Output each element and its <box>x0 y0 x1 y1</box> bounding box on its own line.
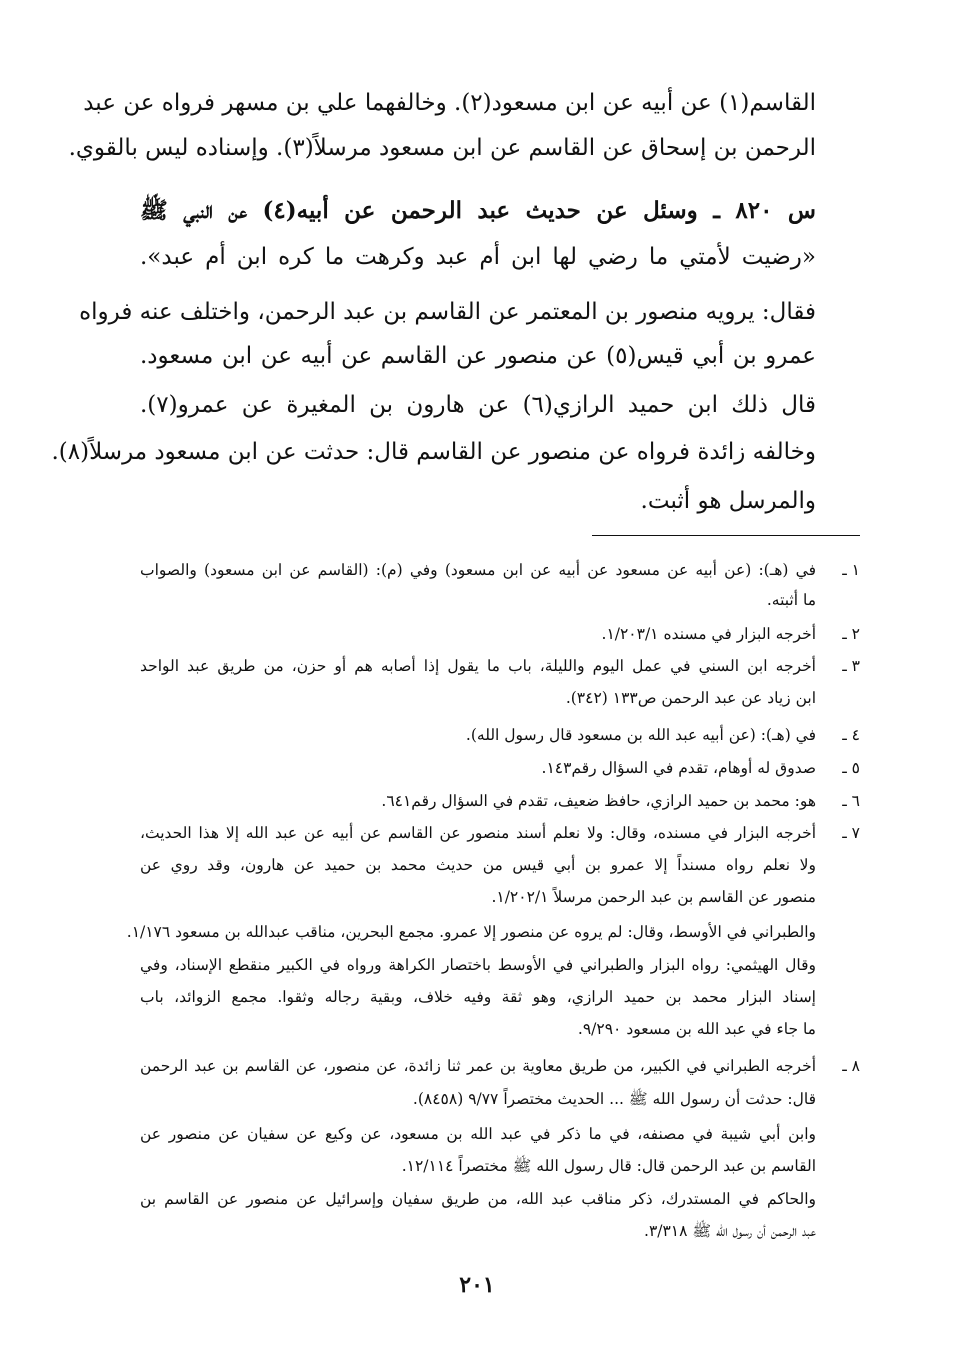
question-heading-line: س ٨٢٠ ـ وسئل عن حديث عبد الرحمن عن أبيه(٤) عن النبي ﷺ <box>140 197 816 224</box>
footnote-line: في (هـ): (عن أبيه عبد الله بن مسعود قال رسول الله). <box>465 726 816 744</box>
main-text-line: قال ذلك ابن حميد الرازي(٦) عن هارون بن المغيرة عن عمرو(٧). <box>140 392 816 418</box>
footnote-line: والحاكم في المستدرك، ذكر مناقب عبد الله، من طريق سفيان وإسرائيل عن منصور عن القاسم بن <box>140 1190 816 1208</box>
footnote-line: أخرجه البزار في مسنده ١/٢٠٣/١. <box>601 625 816 643</box>
footnote-separator <box>592 535 860 536</box>
footnote-number: ٨ ـ <box>842 1057 860 1075</box>
footnote-line: ما جاء في عبد الله بن مسعود ٩/٢٩٠. <box>577 1020 816 1038</box>
footnote-line: أخرجه ابن السني في عمل اليوم والليلة، باب ما يقول إذا أصابه هم أو حزن، من طريق عبد الواحد <box>140 657 816 675</box>
main-text-line: الرحمن بن إسحاق عن القاسم عن ابن مسعود مرسلاً(٣). وإسناده ليس بالقوي. <box>68 135 816 161</box>
footnote-line: قال: حدثت أن رسول الله ﷺ ... الحديث مختصراً ٩/٧٧ (٨٤٥٨). <box>412 1090 816 1108</box>
main-text-line: فقال: يرويه منصور بن المعتمر عن القاسم بن عبد الرحمن، واختلف عنه فرواه <box>79 299 816 325</box>
footnote-number: ٤ ـ <box>842 726 860 744</box>
main-text-line: والمرسل هو أثبت. <box>640 488 816 514</box>
main-text-line: عمرو بن أبي قيس(٥) عن منصور عن القاسم عن أبيه عن ابن مسعود. <box>140 343 817 369</box>
footnote-line: وقال الهيثمي: رواه البزار والطبراني في الأوسط باختصار الكراهة ورواه في الكبير منقطع الإسناد، وفي <box>140 956 816 974</box>
footnote-line: والطبراني في الأوسط، وقال: لم يروه عن منصور إلا عمرو. مجمع البحرين، مناقب عبدالله بن مسعود ١/١٧٦. <box>126 923 816 941</box>
footnote-line: ابن زياد عن عبد الرحمن ص١٣٣ (٣٤٢). <box>565 689 816 707</box>
footnote-number: ٧ ـ <box>842 824 860 842</box>
footnote-line: إسناد البزار محمد بن حميد الرازي، وهو ثقة وفيه خلاف، وبقية رجاله وثقوا. مجمع الزوائد، باب <box>140 988 816 1006</box>
footnote-line: وابن أبي شيبة في مصنفه، في ما ذكر في عبد الله بن مسعود، عن وكيع عن سفيان عن منصور عن <box>140 1125 816 1143</box>
footnote-number: ١ ـ <box>842 561 860 579</box>
page-number: ٢٠١ <box>459 1272 495 1298</box>
footnote-number: ٣ ـ <box>842 657 860 675</box>
footnote-line: ولا نعلم رواه مسنداً إلا عمرو بن أبي قيس من حديث محمد بن حميد عن هارون، وقد روي عن <box>140 856 816 874</box>
footnote-number: ٦ ـ <box>842 792 860 810</box>
footnote-line: هو: محمد بن حميد الرازي، حافظ ضعيف، تقدم في السؤال رقم٦٤١. <box>381 792 816 810</box>
footnote-line: منصور عن القاسم بن عبد الرحمن مرسلاً ١/٢٠٢/١. <box>491 888 816 906</box>
footnote-line: صدوق له أوهام، تقدم في السؤال رقم١٤٣. <box>541 759 816 777</box>
main-text-line: وخالفه زائدة فرواه عن منصور عن القاسم قال: حدثت عن ابن مسعود مرسلاً(٨). <box>51 439 816 465</box>
footnote-number: ٥ ـ <box>842 759 860 777</box>
footnote-line: أخرجه البزار في مسنده، وقال: ولا نعلم أسند منصور عن القاسم عن أبيه عن عبد الله إلا هذا الحديث، <box>140 824 816 842</box>
footnote-line: عبد الرحمن أن رسول الله ﷺ ٣/٣١٨. <box>644 1222 816 1240</box>
footnote-line: القاسم بن عبد الرحمن قال: قال رسول الله ﷺ مختصراً ١٢/١١٤. <box>401 1157 816 1175</box>
footnote-line: في (هـ): (عن أبيه عن مسعود عن أبيه عن ابن مسعود) وفي (م): (القاسم عن ابن مسعود) والصواب <box>140 561 816 579</box>
footnote-line: أخرجه الطبراني في الكبير، من طريق معاوية بن عمر ثنا زائدة، عن منصور، عن القاسم بن عبد الرحمن <box>140 1057 816 1075</box>
footnote-number: ٢ ـ <box>842 625 860 643</box>
main-text-line: القاسم(١) عن أبيه عن ابن مسعود(٢). وخالفهما علي بن مسهر فرواه عن عبد <box>83 90 816 116</box>
footnote-line: ما أثبته. <box>766 591 816 609</box>
hadith-text-line: «رضيت لأمتي ما رضي لها ابن أم عبد وكرهت ما كره ابن أم عبد». <box>140 244 816 270</box>
